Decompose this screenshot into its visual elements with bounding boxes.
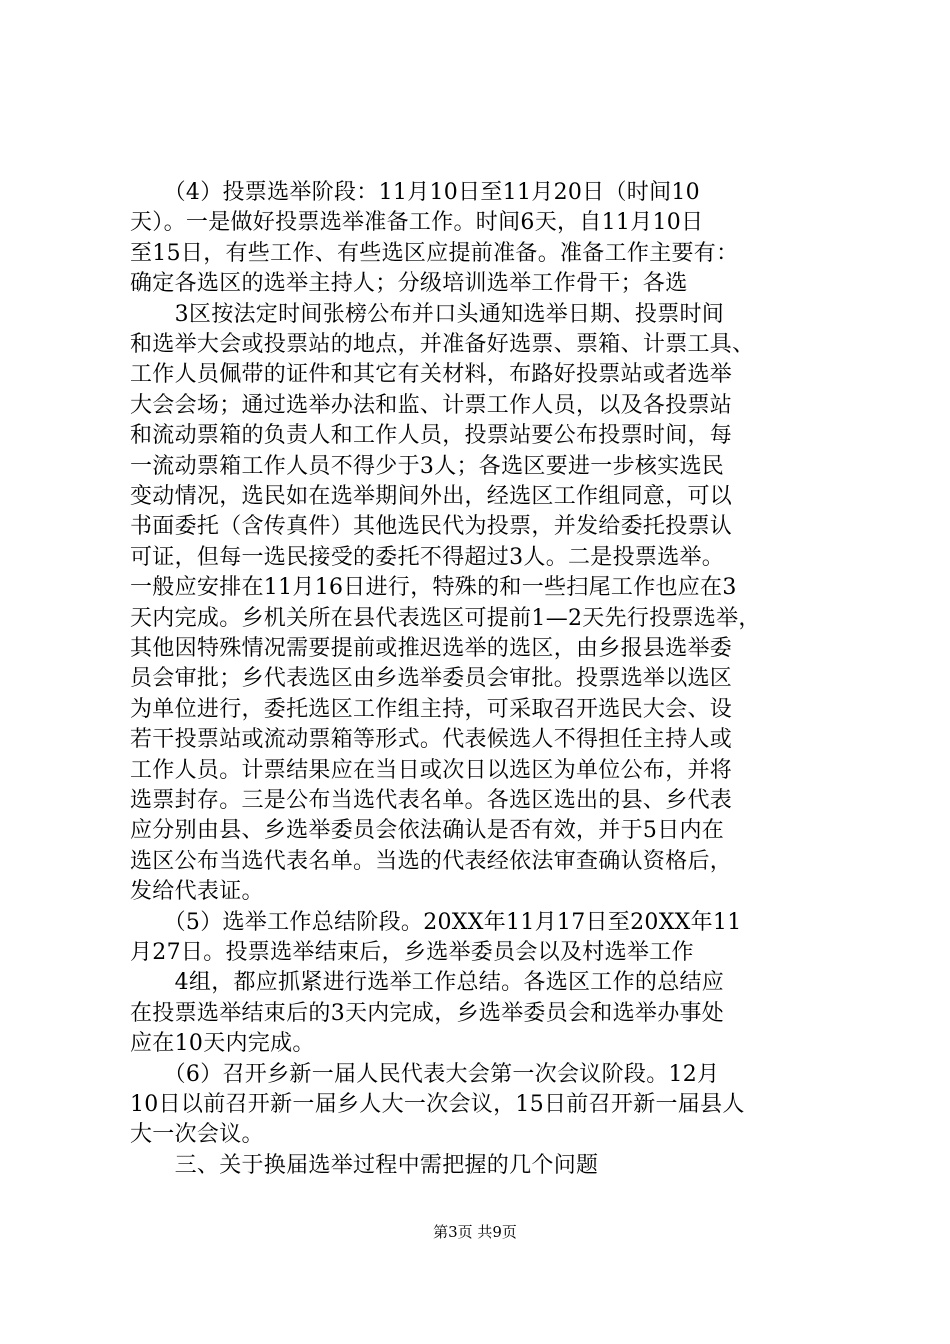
text-line: 工作人员。计票结果应在当日或次日以选区为单位公布，并将 (130, 757, 733, 783)
text-line: 一流动票箱工作人员不得少于3人；各选区要进一步核实选民 (130, 453, 725, 479)
text-line: 和流动票箱的负责人和工作人员，投票站要公布投票时间，每 (130, 423, 733, 449)
text-line: 确定各选区的选举主持人；分级培训选举工作骨干；各选 (130, 271, 688, 297)
text-line: （4）投票选举阶段：11月10日至11月20日（时间10 (130, 180, 700, 205)
text-line: 月27日。投票选举结束后，乡选举委员会以及村选举工作 (130, 940, 694, 965)
text-line: 大一次会议。 (130, 1122, 264, 1148)
text-line: 在投票选举结束后的3天内完成，乡选举委员会和选举办事处 (130, 1000, 725, 1026)
text-line: 书面委托（含传真件）其他选民代为投票，并发给委托投票认 (130, 514, 733, 540)
text-line: 三、关于换届选举过程中需把握的几个问题 (130, 1152, 599, 1178)
text-line: 至15日，有些工作、有些选区应提前准备。准备工作主要有： (130, 240, 739, 266)
text-line: 为单位进行，委托选区工作组主持，可采取召开选民大会、设 (130, 696, 733, 722)
text-line: 和选举大会或投票站的地点，并准备好选票、票箱、计票工具、 (130, 332, 755, 357)
text-line: 大会会场；通过选举办法和监、计票工作人员，以及各投票站 (130, 392, 733, 418)
text-line: 选区公布当选代表名单。当选的代表经依法审查确认资格后， (130, 848, 733, 874)
text-line: 应分别由县、乡选举委员会依法确认是否有效，并于5日内在 (130, 818, 725, 844)
text-line: 4组，都应抓紧进行选举工作总结。各选区工作的总结应 (130, 970, 725, 996)
text-line: 天内完成。乡机关所在县代表选区可提前1—2天先行投票选举， (130, 605, 761, 631)
text-line: 若干投票站或流动票箱等形式。代表候选人不得担任主持人或 (130, 727, 733, 753)
text-line: 应在10天内完成。 (130, 1031, 315, 1057)
text-line: 一般应安排在11月16日进行，特殊的和一些扫尾工作也应在3 (130, 575, 737, 601)
text-line: 3区按法定时间张榜公布并口头通知选举日期、投票时间 (130, 301, 725, 327)
text-line: 员会审批；乡代表选区由乡选举委员会审批。投票选举以选区 (130, 666, 733, 692)
page-footer: 第3页 共9页 (433, 1223, 517, 1241)
text-line: （5）选举工作总结阶段。20XX年11月17日至20XX年11 (130, 909, 742, 935)
text-line: 发给代表证。 (130, 879, 264, 905)
text-line: 可证，但每一选民接受的委托不得超过3人。二是投票选举。 (130, 544, 725, 570)
text-line: 变动情况，选民如在选举期间外出，经选区工作组同意，可以 (130, 484, 733, 509)
text-line: 选票封存。三是公布当选代表名单。各选区选出的县、乡代表 (130, 788, 733, 813)
text-line: 工作人员佩带的证件和其它有关材料，布路好投票站或者选举 (130, 362, 733, 388)
text-line: 其他因特殊情况需要提前或推迟选举的选区，由乡报县选举委 (130, 636, 733, 661)
text-line: （6）召开乡新一届人民代表大会第一次会议阶段。12月 (130, 1061, 720, 1087)
text-line: 10日以前召开新一届乡人大一次会议，15日前召开新一届县人 (130, 1092, 745, 1117)
text-line: 天）。一是做好投票选举准备工作。时间6天，自11月10日 (130, 210, 704, 236)
